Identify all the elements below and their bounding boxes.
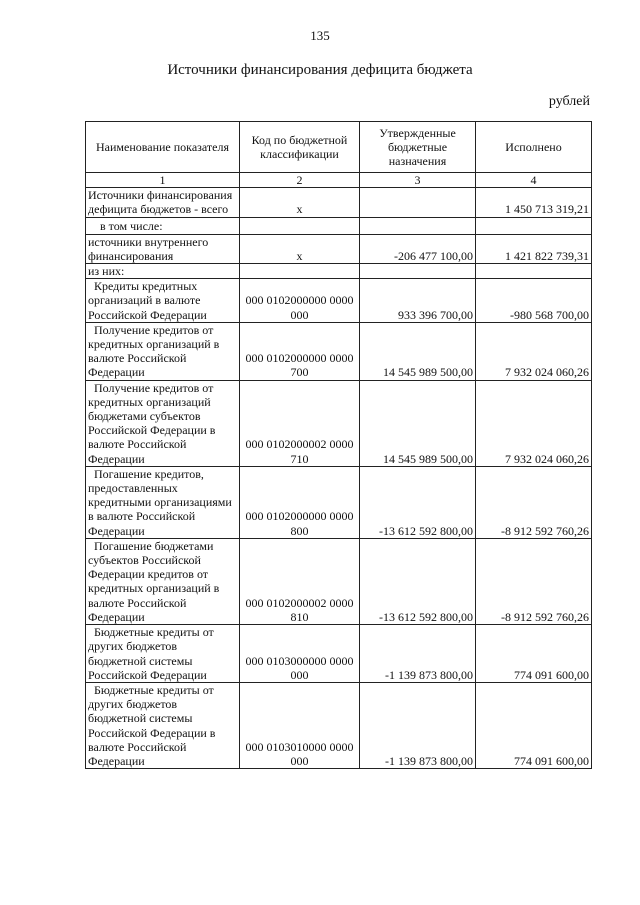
row-code: 000 0102000002 0000 810 <box>240 538 360 624</box>
table-row <box>86 538 592 624</box>
row-name: источники внутреннего финансирования <box>86 234 240 263</box>
row-code: 000 0103000000 0000 000 <box>240 625 360 683</box>
row-executed: -8 912 592 760,26 <box>476 466 592 538</box>
row-code: 000 0103010000 0000 000 <box>240 682 360 768</box>
row-name: Погашение кредитов, предоставленных кредитными организациями в валюте Российской Федерации <box>86 466 240 538</box>
row-code: x <box>240 188 360 217</box>
column-number: 1 <box>86 173 240 188</box>
table-row <box>86 234 592 263</box>
table-row <box>86 322 592 380</box>
row-name: Погашение бюджетами субъектов Российской Федерации кредитов от кредитных организаций в валюте Российской Федерации <box>86 538 240 624</box>
row-approved: -13 612 592 800,00 <box>360 538 476 624</box>
row-approved <box>360 188 476 217</box>
header-approved: Утвержденные бюджетные назначения <box>360 122 476 173</box>
units-label: рублей <box>548 94 590 109</box>
header-code: Код по бюджетной классификации <box>240 122 360 173</box>
table-row <box>86 466 592 538</box>
row-name: Получение кредитов от кредитных организаций в валюте Российской Федерации <box>86 322 240 380</box>
row-executed <box>476 264 592 279</box>
row-name: Бюджетные кредиты от других бюджетов бюджетной системы Российской Федерации <box>86 625 240 683</box>
row-code <box>240 264 360 279</box>
row-executed: 774 091 600,00 <box>476 625 592 683</box>
document-title: Источники финансирования дефицита бюджета <box>167 62 473 78</box>
row-approved: -1 139 873 800,00 <box>360 625 476 683</box>
row-executed: 1 421 822 739,31 <box>476 234 592 263</box>
row-executed: -980 568 700,00 <box>476 279 592 323</box>
row-name: Кредиты кредитных организаций в валюте Российской Федерации <box>86 279 240 323</box>
row-approved: 933 396 700,00 <box>360 279 476 323</box>
column-number: 2 <box>240 173 360 188</box>
table-row <box>86 380 592 466</box>
table-row <box>86 188 592 217</box>
column-number: 4 <box>476 173 592 188</box>
row-code: 000 0102000000 0000 800 <box>240 466 360 538</box>
row-executed: 7 932 024 060,26 <box>476 322 592 380</box>
table-row <box>86 279 592 323</box>
row-code: 000 0102000002 0000 710 <box>240 380 360 466</box>
row-approved: -206 477 100,00 <box>360 234 476 263</box>
row-name: в том числе: <box>86 217 240 234</box>
table-row <box>86 682 592 768</box>
row-approved <box>360 217 476 234</box>
row-name: из них: <box>86 264 240 279</box>
row-approved: 14 545 989 500,00 <box>360 380 476 466</box>
table-row <box>86 217 592 234</box>
row-approved: -13 612 592 800,00 <box>360 466 476 538</box>
row-approved: 14 545 989 500,00 <box>360 322 476 380</box>
row-code: 000 0102000000 0000 000 <box>240 279 360 323</box>
row-approved <box>360 264 476 279</box>
table-row <box>86 264 592 279</box>
row-code: x <box>240 234 360 263</box>
table-row <box>86 625 592 683</box>
row-executed: -8 912 592 760,26 <box>476 538 592 624</box>
row-executed <box>476 217 592 234</box>
row-executed: 774 091 600,00 <box>476 682 592 768</box>
row-name: Получение кредитов от кредитных организаций бюджетами субъектов Российской Федерации в валюте Российской Федерации <box>86 380 240 466</box>
page-number: 135 <box>310 28 330 43</box>
column-number-row <box>86 173 592 188</box>
row-executed: 7 932 024 060,26 <box>476 380 592 466</box>
column-number: 3 <box>360 173 476 188</box>
financing-sources-table <box>85 121 592 769</box>
row-approved: -1 139 873 800,00 <box>360 682 476 768</box>
row-name: Источники финансирования дефицита бюджетов - всего <box>86 188 240 217</box>
table-header-row <box>86 122 592 173</box>
row-executed: 1 450 713 319,21 <box>476 188 592 217</box>
row-code: 000 0102000000 0000 700 <box>240 322 360 380</box>
row-code <box>240 217 360 234</box>
header-name: Наименование показателя <box>86 122 240 173</box>
row-name: Бюджетные кредиты от других бюджетов бюджетной системы Российской Федерации в валюте Российской Федерации <box>86 682 240 768</box>
header-executed: Исполнено <box>476 122 592 173</box>
